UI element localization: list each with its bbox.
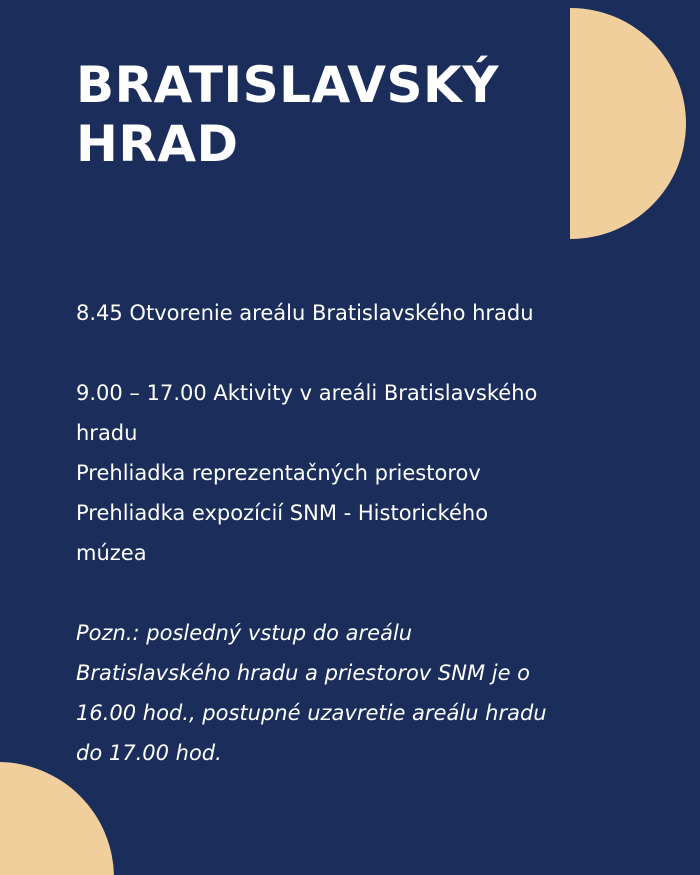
- note-line-1: Pozn.: posledný vstup do areálu: [76, 621, 413, 645]
- note-line-4: do 17.00 hod.: [76, 741, 222, 765]
- note-line-3: 16.00 hod., postupné uzavretie areálu hradu: [76, 701, 547, 725]
- schedule-item-tour-rooms: Prehliadka reprezentačných priestorov: [76, 461, 481, 485]
- schedule-text: [76, 293, 636, 773]
- title-line-2: HRAD: [76, 115, 239, 173]
- decorative-quarter-circle: [0, 762, 114, 875]
- decorative-half-circle: [570, 8, 686, 239]
- schedule-item-opening: 8.45 Otvorenie areálu Bratislavského hradu: [76, 301, 534, 325]
- page-title: [76, 56, 499, 174]
- spacer: [76, 573, 636, 613]
- note-line-2: Bratislavského hradu a priestorov SNM je o: [76, 661, 531, 685]
- title-line-1: BRATISLAVSKÝ: [76, 56, 499, 114]
- schedule-item-activities-cont: hradu: [76, 421, 138, 445]
- schedule-item-activities: 9.00 – 17.00 Aktivity v areáli Bratislavského: [76, 381, 538, 405]
- schedule-item-tour-exhibits: Prehliadka expozícií SNM - Historického: [76, 501, 489, 525]
- schedule-item-tour-exhibits-cont: múzea: [76, 541, 147, 565]
- spacer: [76, 333, 636, 373]
